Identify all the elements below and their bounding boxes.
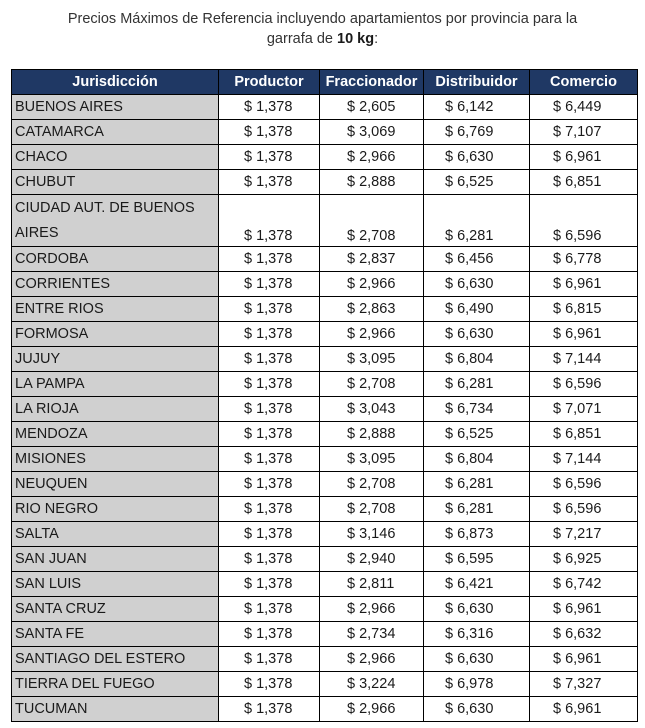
price-value: $ 1,378 <box>244 451 293 467</box>
price-value: $ 6,142 <box>445 99 494 115</box>
price-cell <box>320 145 424 170</box>
price-cell <box>424 572 530 597</box>
table-row <box>12 647 638 672</box>
jurisdiction-cell: SANTIAGO DEL ESTERO <box>12 647 219 672</box>
price-value: $ 2,734 <box>347 626 396 642</box>
price-cell <box>424 170 530 195</box>
price-value: $ 1,378 <box>244 376 293 392</box>
price-cell <box>320 372 424 397</box>
price-cell <box>219 647 320 672</box>
price-value: $ 6,742 <box>553 576 602 592</box>
jurisdiction-cell: NEUQUEN <box>12 472 219 497</box>
price-cell <box>530 195 638 247</box>
table-row <box>12 697 638 722</box>
jurisdiction-cell: MENDOZA <box>12 422 219 447</box>
price-cell <box>530 697 638 722</box>
price-value: $ 1,378 <box>244 99 293 115</box>
header-comercio: Comercio <box>530 70 638 95</box>
price-cell <box>219 120 320 145</box>
price-value: $ 7,327 <box>553 676 602 692</box>
price-cell <box>320 597 424 622</box>
price-cell <box>219 697 320 722</box>
price-cell <box>530 347 638 372</box>
price-cell <box>530 672 638 697</box>
price-cell <box>530 497 638 522</box>
price-cell <box>530 447 638 472</box>
price-cell <box>219 372 320 397</box>
price-value: $ 1,378 <box>244 501 293 517</box>
header-distribuidor: Distribuidor <box>424 70 530 95</box>
jurisdiction-cell: CORRIENTES <box>12 272 219 297</box>
jurisdiction-cell: CORDOBA <box>12 247 219 272</box>
price-cell <box>424 95 530 120</box>
price-value: $ 6,281 <box>445 228 494 244</box>
price-cell <box>424 522 530 547</box>
price-cell <box>320 95 424 120</box>
price-cell <box>219 672 320 697</box>
jurisdiction-cell: BUENOS AIRES <box>12 95 219 120</box>
table-row <box>12 597 638 622</box>
price-value: $ 6,815 <box>553 301 602 317</box>
price-value: $ 1,378 <box>244 651 293 667</box>
price-cell <box>530 145 638 170</box>
price-cell <box>320 347 424 372</box>
price-value: $ 2,708 <box>347 228 396 244</box>
table-row <box>12 447 638 472</box>
price-cell <box>530 647 638 672</box>
price-value: $ 2,966 <box>347 326 396 342</box>
price-cell <box>424 145 530 170</box>
table-caption <box>0 9 645 49</box>
price-cell <box>320 672 424 697</box>
price-value: $ 6,525 <box>445 426 494 442</box>
jurisdiction-cell: SANTA FE <box>12 622 219 647</box>
price-value: $ 6,596 <box>553 376 602 392</box>
price-cell <box>320 472 424 497</box>
price-value: $ 6,595 <box>445 551 494 567</box>
price-cell <box>219 522 320 547</box>
price-value: $ 1,378 <box>244 149 293 165</box>
price-value: $ 6,630 <box>445 276 494 292</box>
price-value: $ 6,281 <box>445 501 494 517</box>
table-row <box>12 397 638 422</box>
table-row <box>12 547 638 572</box>
table-row <box>12 297 638 322</box>
price-value: $ 6,778 <box>553 251 602 267</box>
price-value: $ 6,421 <box>445 576 494 592</box>
price-value: $ 6,961 <box>553 326 602 342</box>
price-value: $ 6,630 <box>445 601 494 617</box>
price-cell <box>219 472 320 497</box>
price-cell <box>219 547 320 572</box>
price-cell <box>320 547 424 572</box>
price-value: $ 1,378 <box>244 174 293 190</box>
table-row <box>12 672 638 697</box>
price-value: $ 6,630 <box>445 149 494 165</box>
table-row <box>12 120 638 145</box>
table-row <box>12 195 638 247</box>
price-value: $ 3,095 <box>347 351 396 367</box>
price-value: $ 6,596 <box>553 228 602 244</box>
price-value: $ 6,978 <box>445 676 494 692</box>
caption-line-1: Precios Máximos de Referencia incluyendo apartamientos por provincia para la <box>67 11 578 27</box>
price-value: $ 6,456 <box>445 251 494 267</box>
price-value: $ 2,966 <box>347 276 396 292</box>
price-cell <box>424 672 530 697</box>
price-cell <box>320 697 424 722</box>
price-value: $ 2,708 <box>347 376 396 392</box>
price-value: $ 2,966 <box>347 149 396 165</box>
jurisdiction-cell: ENTRE RIOS <box>12 297 219 322</box>
price-value: $ 3,043 <box>347 401 396 417</box>
price-cell <box>424 497 530 522</box>
price-value: $ 1,378 <box>244 228 293 244</box>
table-row <box>12 272 638 297</box>
jurisdiction-cell: LA PAMPA <box>12 372 219 397</box>
price-cell <box>424 322 530 347</box>
price-value: $ 7,071 <box>553 401 602 417</box>
price-value: $ 1,378 <box>244 551 293 567</box>
price-cell <box>320 322 424 347</box>
price-value: $ 7,217 <box>553 526 602 542</box>
price-cell <box>320 272 424 297</box>
caption-weight: 10 kg <box>337 31 375 47</box>
price-cell <box>219 247 320 272</box>
price-value: $ 6,851 <box>553 174 602 190</box>
price-value: $ 6,873 <box>445 526 494 542</box>
price-value: $ 6,961 <box>553 701 602 717</box>
price-cell <box>219 272 320 297</box>
price-cell <box>424 422 530 447</box>
price-cell <box>320 195 424 247</box>
jurisdiction-cell: SALTA <box>12 522 219 547</box>
jurisdiction-cell: RIO NEGRO <box>12 497 219 522</box>
table-row <box>12 622 638 647</box>
price-cell <box>219 347 320 372</box>
price-value: $ 2,837 <box>347 251 396 267</box>
price-cell <box>530 170 638 195</box>
price-cell <box>424 447 530 472</box>
jurisdiction-cell: SAN LUIS <box>12 572 219 597</box>
table-row <box>12 247 638 272</box>
price-value: $ 7,144 <box>553 351 602 367</box>
price-cell <box>530 422 638 447</box>
header-jurisdiccion: Jurisdicción <box>12 70 219 95</box>
price-cell <box>219 572 320 597</box>
price-cell <box>320 647 424 672</box>
jurisdiction-cell: FORMOSA <box>12 322 219 347</box>
price-cell <box>530 547 638 572</box>
price-value: $ 2,888 <box>347 426 396 442</box>
price-cell <box>424 297 530 322</box>
price-cell <box>530 95 638 120</box>
price-cell <box>219 95 320 120</box>
price-value: $ 6,851 <box>553 426 602 442</box>
table-row <box>12 347 638 372</box>
price-value: $ 2,708 <box>347 501 396 517</box>
price-cell <box>320 297 424 322</box>
price-value: $ 1,378 <box>244 626 293 642</box>
price-cell <box>530 472 638 497</box>
price-cell <box>424 347 530 372</box>
price-cell <box>424 622 530 647</box>
price-cell <box>530 397 638 422</box>
price-cell <box>530 272 638 297</box>
price-value: $ 6,596 <box>553 501 602 517</box>
price-cell <box>530 597 638 622</box>
price-value: $ 6,525 <box>445 174 494 190</box>
table-row <box>12 522 638 547</box>
price-value: $ 1,378 <box>244 351 293 367</box>
header-fraccionador: Fraccionador <box>320 70 424 95</box>
price-value: $ 6,925 <box>553 551 602 567</box>
price-value: $ 2,966 <box>347 701 396 717</box>
jurisdiction-cell: CHUBUT <box>12 170 219 195</box>
price-value: $ 6,281 <box>445 476 494 492</box>
table-body <box>12 95 638 722</box>
price-cell <box>320 447 424 472</box>
price-cell <box>219 397 320 422</box>
table-row <box>12 572 638 597</box>
price-value: $ 2,811 <box>347 576 395 592</box>
jurisdiction-cell: SAN JUAN <box>12 547 219 572</box>
price-value: $ 6,769 <box>445 124 494 140</box>
price-cell <box>530 522 638 547</box>
price-value: $ 2,966 <box>347 651 396 667</box>
price-table <box>11 69 638 722</box>
price-value: $ 3,146 <box>347 526 396 542</box>
price-value: $ 6,961 <box>553 601 602 617</box>
price-value: $ 3,069 <box>347 124 396 140</box>
table-row <box>12 95 638 120</box>
price-value: $ 6,630 <box>445 701 494 717</box>
price-cell <box>424 397 530 422</box>
price-cell <box>320 120 424 145</box>
price-value: $ 1,378 <box>244 676 293 692</box>
price-value: $ 6,961 <box>553 276 602 292</box>
price-value: $ 6,630 <box>445 651 494 667</box>
price-cell <box>424 272 530 297</box>
price-value: $ 6,596 <box>553 476 602 492</box>
price-value: $ 6,316 <box>445 626 494 642</box>
table-row <box>12 322 638 347</box>
price-cell <box>530 372 638 397</box>
price-cell <box>219 447 320 472</box>
price-cell <box>219 297 320 322</box>
price-value: $ 6,961 <box>553 651 602 667</box>
price-cell <box>320 397 424 422</box>
header-row <box>12 70 638 95</box>
price-cell <box>424 647 530 672</box>
price-value: $ 6,804 <box>445 351 494 367</box>
price-value: $ 1,378 <box>244 601 293 617</box>
price-value: $ 6,734 <box>445 401 494 417</box>
table-row <box>12 422 638 447</box>
price-cell <box>530 322 638 347</box>
price-value: $ 6,632 <box>553 626 602 642</box>
price-cell <box>424 372 530 397</box>
price-value: $ 1,378 <box>244 251 293 267</box>
jurisdiction-cell: MISIONES <box>12 447 219 472</box>
caption-line-2-prefix: garrafa de <box>266 31 337 47</box>
jurisdiction-cell: TUCUMAN <box>12 697 219 722</box>
price-value: $ 2,940 <box>347 551 396 567</box>
jurisdiction-cell: JUJUY <box>12 347 219 372</box>
price-value: $ 3,224 <box>347 676 396 692</box>
table-row <box>12 497 638 522</box>
price-value: $ 1,378 <box>244 326 293 342</box>
price-cell <box>530 297 638 322</box>
price-cell <box>219 170 320 195</box>
price-cell <box>219 145 320 170</box>
price-cell <box>530 622 638 647</box>
price-value: $ 7,144 <box>553 451 602 467</box>
price-value: $ 6,281 <box>445 376 494 392</box>
price-value: $ 1,378 <box>244 526 293 542</box>
price-cell <box>320 622 424 647</box>
price-value: $ 6,630 <box>445 326 494 342</box>
price-cell <box>219 322 320 347</box>
table-row <box>12 372 638 397</box>
price-value: $ 1,378 <box>244 476 293 492</box>
price-cell <box>424 547 530 572</box>
price-cell <box>219 622 320 647</box>
header-productor: Productor <box>219 70 320 95</box>
price-value: $ 2,863 <box>347 301 396 317</box>
price-cell <box>219 597 320 622</box>
price-cell <box>219 422 320 447</box>
price-cell <box>424 472 530 497</box>
price-cell <box>530 120 638 145</box>
price-value: $ 1,378 <box>244 576 293 592</box>
price-value: $ 6,961 <box>553 149 602 165</box>
price-cell <box>530 572 638 597</box>
price-cell <box>320 422 424 447</box>
price-value: $ 1,378 <box>244 124 293 140</box>
jurisdiction-cell: LA RIOJA <box>12 397 219 422</box>
price-value: $ 2,708 <box>347 476 396 492</box>
price-value: $ 2,966 <box>347 601 396 617</box>
jurisdiction-cell: CHACO <box>12 145 219 170</box>
price-cell <box>320 497 424 522</box>
caption-line-2 <box>0 29 645 49</box>
price-value: $ 2,888 <box>347 174 396 190</box>
price-cell <box>530 247 638 272</box>
price-value: $ 1,378 <box>244 401 293 417</box>
caption-line-2-suffix: : <box>374 31 379 47</box>
price-cell <box>424 247 530 272</box>
price-cell <box>424 120 530 145</box>
jurisdiction-cell: CATAMARCA <box>12 120 219 145</box>
price-value: $ 1,378 <box>244 276 293 292</box>
price-cell <box>424 195 530 247</box>
jurisdiction-cell: CIUDAD AUT. DE BUENOS AIRES <box>12 195 219 247</box>
price-cell <box>424 597 530 622</box>
price-value: $ 1,378 <box>244 426 293 442</box>
price-cell <box>219 195 320 247</box>
price-cell <box>320 170 424 195</box>
table-row <box>12 170 638 195</box>
price-value: $ 7,107 <box>553 124 602 140</box>
price-cell <box>424 697 530 722</box>
price-cell <box>320 572 424 597</box>
price-cell <box>320 247 424 272</box>
price-cell <box>219 497 320 522</box>
price-value: $ 6,804 <box>445 451 494 467</box>
jurisdiction-cell: SANTA CRUZ <box>12 597 219 622</box>
price-value: $ 3,095 <box>347 451 396 467</box>
table-row <box>12 145 638 170</box>
price-cell <box>320 522 424 547</box>
price-value: $ 1,378 <box>244 301 293 317</box>
jurisdiction-cell: TIERRA DEL FUEGO <box>12 672 219 697</box>
price-value: $ 1,378 <box>244 701 293 717</box>
price-value: $ 6,490 <box>445 301 494 317</box>
price-value: $ 6,449 <box>553 99 602 115</box>
price-value: $ 2,605 <box>347 99 396 115</box>
table-row <box>12 472 638 497</box>
